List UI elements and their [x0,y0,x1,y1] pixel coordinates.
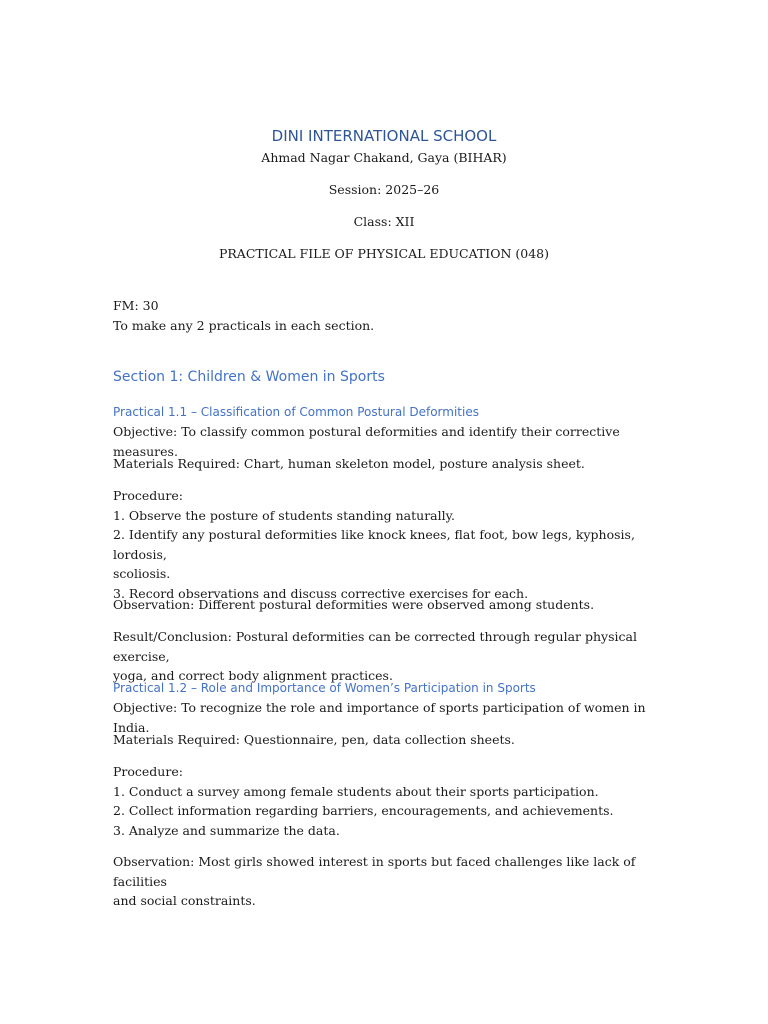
procedure-step: 1. Observe the posture of students standing naturally. [113,507,455,523]
class-line: Class: XII [353,214,415,229]
school-address: Ahmad Nagar Chakand, Gaya (BIHAR) [261,150,507,165]
procedure-step: 1. Conduct a survey among female students about their sports participation. [113,783,599,799]
practical-1-1-result [113,627,661,686]
practical-1-1-observation: Observation: Different postural deformities were observed among students. [113,597,595,612]
procedure-step: 3. Analyze and summarize the data. [113,822,340,838]
result-line: yoga, and correct body alignment practices. [113,668,393,683]
practical-1-1-procedure [113,486,661,603]
procedure-label: Procedure: [113,488,183,503]
procedure-step: 3. Record observations and discuss corrective exercises for each. [113,585,529,601]
procedure-step: 2. Collect information regarding barriers, encouragements, and achievements. [113,803,614,818]
procedure-label: Procedure: [113,764,183,779]
practical-1-2-procedure [113,762,661,840]
procedure-step: scoliosis. [113,566,171,581]
full-marks: FM: 30 [113,298,159,313]
practical-1-2-objective: Objective: To recognize the role and importance of sports participation of women in India. [113,700,646,735]
practical-1-2-observation [113,852,661,911]
result-line: Result/Conclusion: Postural deformities can be corrected through regular physical exercise, [113,629,637,664]
observation-line: and social constraints. [113,893,256,908]
section-1-heading: Section 1: Children & Women in Sports [113,369,385,385]
session-line: Session: 2025–26 [328,182,440,197]
observation-line: Observation: Most girls showed interest in sports but faced challenges like lack of facilities [113,854,636,889]
file-title: PRACTICAL FILE OF PHYSICAL EDUCATION (048) [218,246,550,261]
instruction-text: To make any 2 practicals in each section. [113,317,375,333]
procedure-step: 2. Identify any postural deformities like knock knees, flat foot, bow legs, kyphosis, lordosis, [113,527,635,562]
intro-block [113,296,661,335]
school-name: DINI INTERNATIONAL SCHOOL [271,127,497,145]
practical-1-1-objective: Objective: To classify common postural deformities and identify their corrective measures. [113,424,620,459]
practical-1-1-materials: Materials Required: Chart, human skeleton model, posture analysis sheet. [113,456,585,471]
practical-1-2-materials: Materials Required: Questionnaire, pen, data collection sheets. [113,732,515,747]
practical-1-2-heading: Practical 1.2 – Role and Importance of Women’s Participation in Sports [113,681,536,695]
practical-1-1-heading: Practical 1.1 – Classification of Common Postural Deformities [113,405,479,419]
